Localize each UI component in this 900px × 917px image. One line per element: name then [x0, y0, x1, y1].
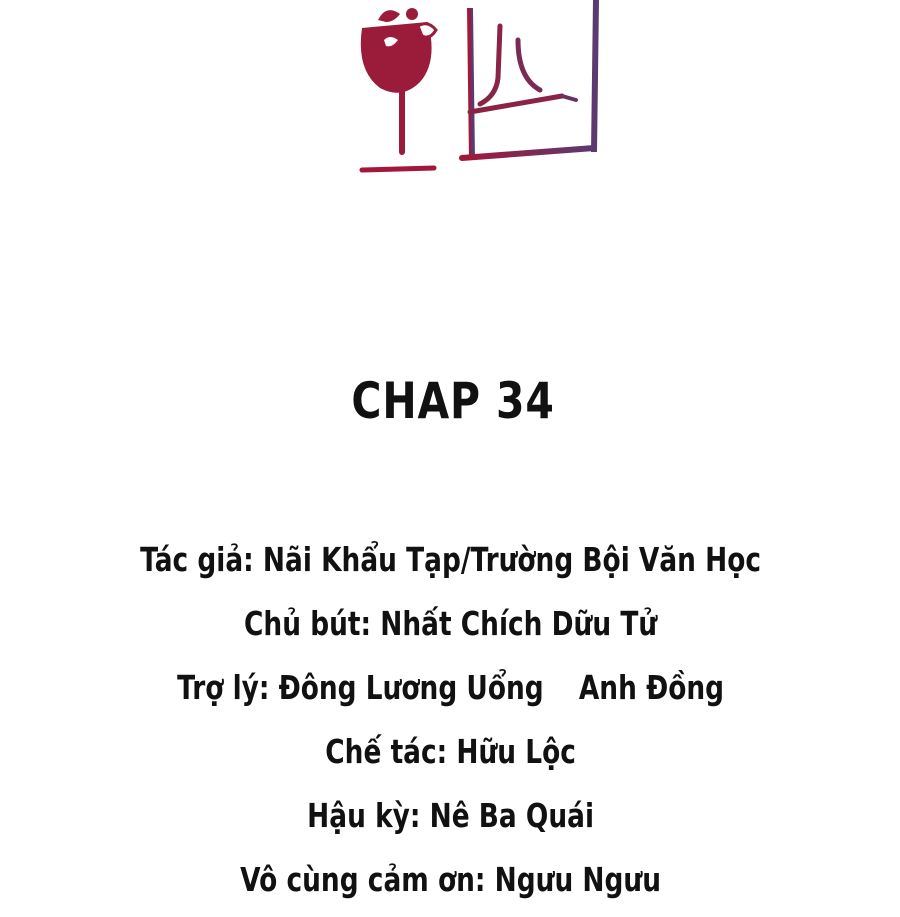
credit-post-production-label: Hậu kỳ:: [307, 796, 421, 835]
credit-chief-writer: [91, 597, 811, 661]
credit-assistant-value-2: Anh Đồng: [578, 668, 725, 707]
credit-production: [91, 725, 811, 789]
credit-assistant-label: Trợ lý:: [177, 668, 270, 707]
credit-post-production: [91, 789, 811, 853]
credit-post-production-value: Nê Ba Quái: [429, 796, 595, 835]
credit-author: [91, 533, 811, 597]
credit-special-thanks: [91, 853, 811, 917]
credit-author-value: Nãi Khẩu Tạp/Trường Bội Văn Học: [262, 540, 762, 579]
wine-glass-logo-icon: [350, 0, 610, 200]
credit-production-value: Hữu Lộc: [456, 732, 576, 771]
credit-assistant: [91, 661, 811, 725]
credit-special-thanks-value: Ngưu Ngưu: [494, 860, 662, 899]
credit-production-label: Chế tác:: [325, 732, 448, 771]
credit-author-label: Tác giả:: [140, 540, 254, 579]
credit-special-thanks-label: Vô cùng cảm ơn:: [240, 860, 486, 899]
credit-chief-writer-label: Chủ bút:: [244, 604, 372, 643]
credits-list: [0, 533, 900, 917]
credit-chief-writer-value: Nhất Chích Dữu Tử: [380, 604, 658, 643]
credit-assistant-value: Đông Lương Uổng: [278, 668, 544, 707]
chapter-title: CHAP 34: [351, 372, 555, 430]
